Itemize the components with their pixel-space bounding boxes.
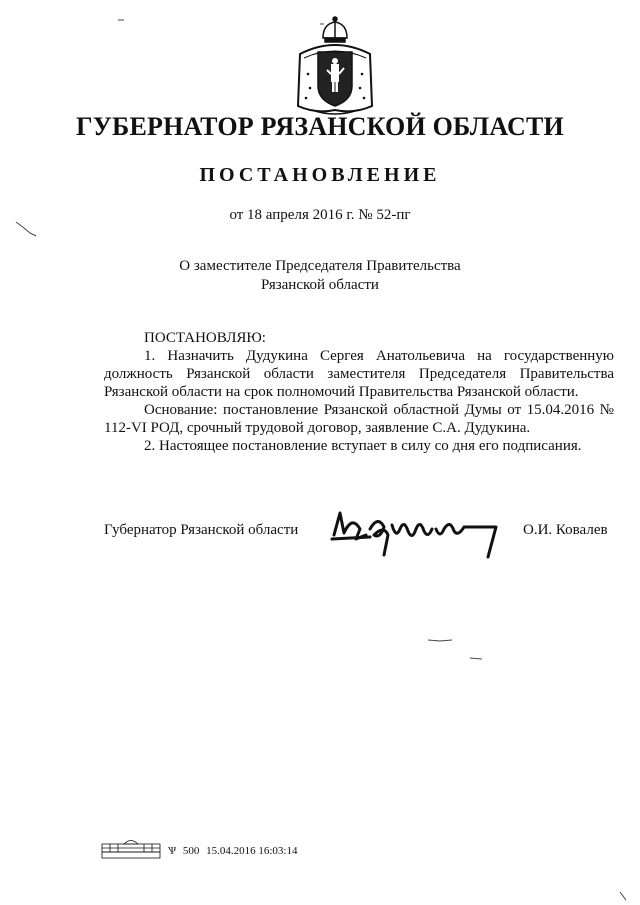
title-line-1: О заместителе Председателя Правительства — [179, 258, 461, 274]
registration-info — [168, 845, 302, 857]
registration-timestamp: 15.04.2016 16:03:14 — [206, 845, 298, 857]
title-line-2: Рязанской области — [261, 277, 379, 293]
paragraph-effect: 2. Настоящее постановление вступает в силу со дня его подписания. — [144, 438, 582, 454]
signatory-position: Губернатор Рязанской области — [104, 522, 299, 538]
handwritten-signature — [326, 505, 506, 561]
registration-stamp-logo — [100, 836, 162, 860]
registration-mark: Ѱ — [168, 845, 177, 857]
signatory-name: О.И. Ковалев — [523, 522, 608, 538]
document-date-number: от 18 апреля 2016 г. № 52-пг — [229, 207, 411, 223]
resolution-heading: ПОСТАНОВЛЯЮ: — [144, 330, 266, 346]
registration-number: 500 — [182, 845, 200, 857]
document-type: ПОСТАНОВЛЕНИЕ — [199, 164, 441, 186]
document-title — [0, 257, 640, 295]
issuer-heading: ГУБЕРНАТОР РЯЗАНСКОЙ ОБЛАСТИ — [76, 112, 564, 141]
paragraph-appointment: 1. Назначить Дудукина Сергея Анатольевича на государственную должность Рязанской области заместителя Председателя Правительства Рязанской области на срок полномочий Правительства Рязанской области. — [104, 348, 614, 400]
document-body — [104, 329, 614, 455]
coat-of-arms-emblem — [294, 14, 376, 118]
paragraph-basis: Основание: постановление Рязанской областной Думы от 15.04.2016 № 112-VI РОД, срочный трудовой договор, заявление С.А. Дудукина. — [104, 402, 614, 436]
